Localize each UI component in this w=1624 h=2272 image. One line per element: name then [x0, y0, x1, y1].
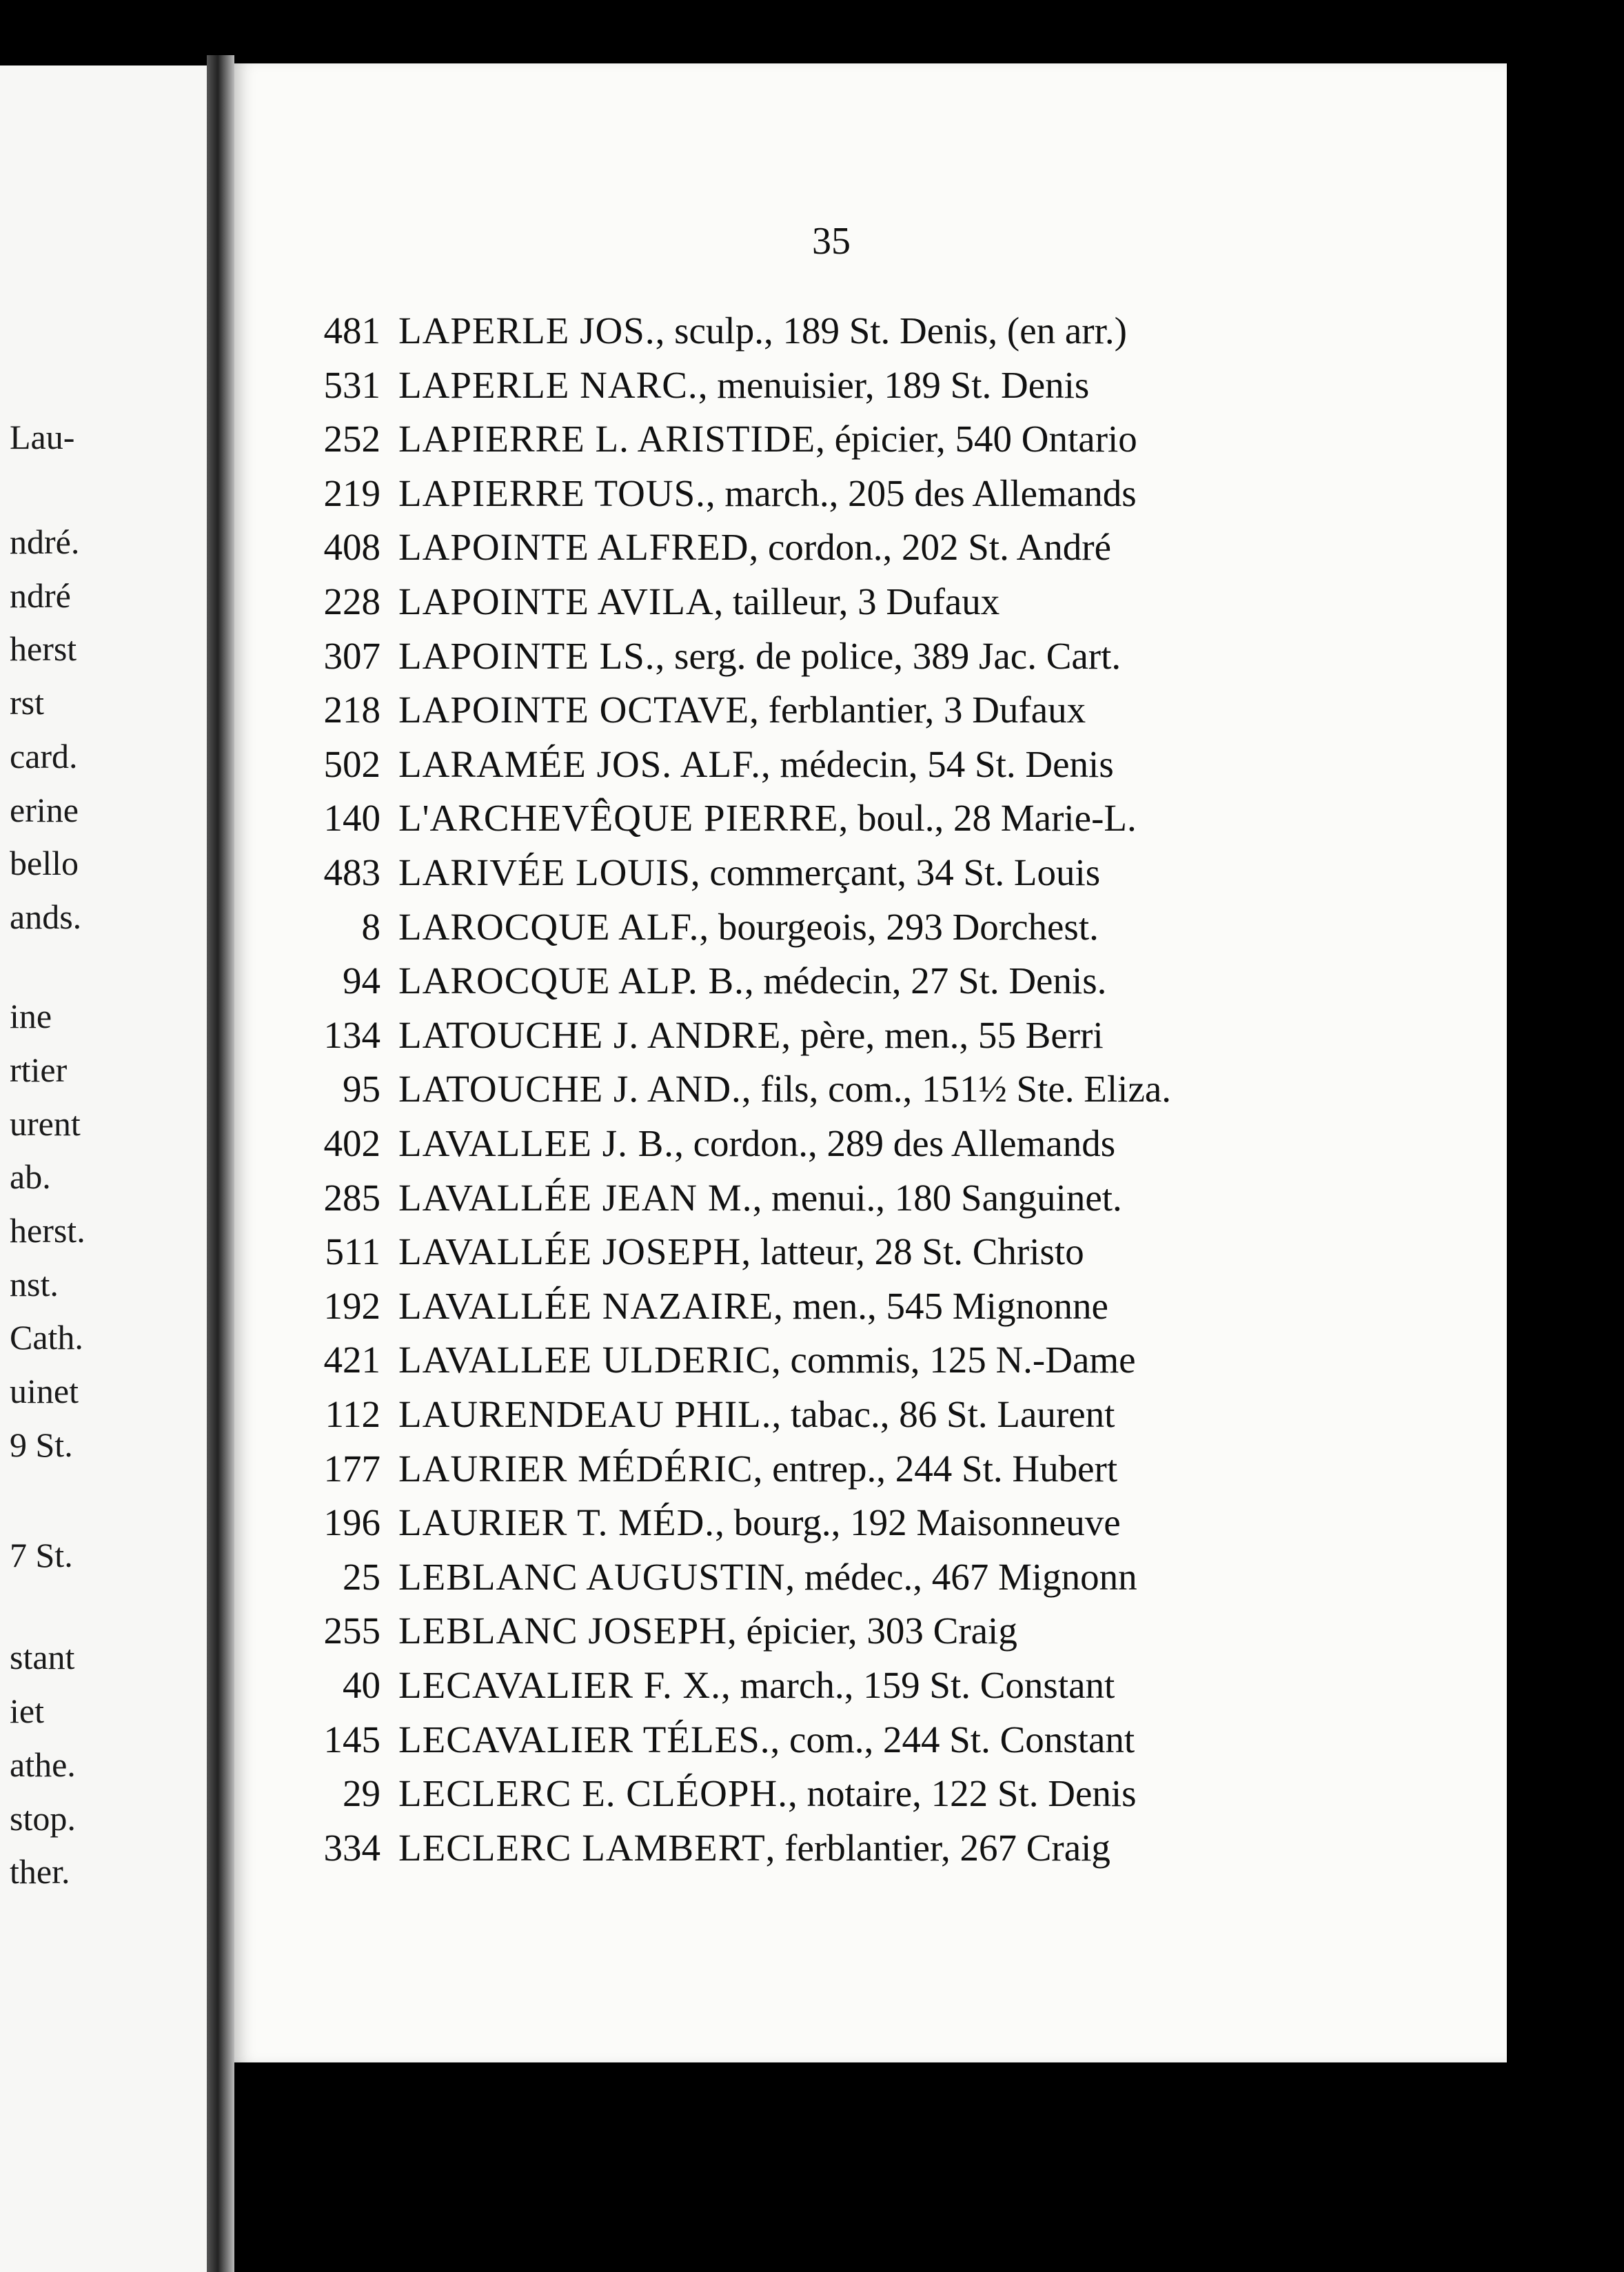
entry-details: , march., 159 St. Constant: [720, 1664, 1115, 1706]
entry-details: , menui., 180 Sanguinet.: [752, 1177, 1122, 1219]
left-page-fragment: stop.: [10, 1799, 76, 1838]
left-page-fragment: ine: [10, 997, 52, 1035]
entry-name: LAPOINTE AVILA: [398, 580, 714, 622]
entry-details: , notaire, 122 St. Denis: [787, 1772, 1137, 1814]
left-page-fragment: rst: [10, 683, 44, 722]
left-page-fragment: card.: [10, 737, 78, 775]
entry-number: 112: [325, 1393, 380, 1435]
entry-number: 252: [323, 418, 380, 460]
left-page-fragment: ndré.: [10, 523, 80, 561]
directory-entry: [276, 851, 1100, 904]
entry-name: LAURENDEAU PHIL.: [398, 1393, 772, 1435]
left-page-fragment: ther.: [10, 1852, 70, 1891]
entry-number: 531: [323, 364, 380, 406]
directory-entry: [276, 1176, 1122, 1230]
entry-name: LAVALLÉE JEAN M.: [398, 1177, 753, 1219]
entry-number: 307: [323, 635, 380, 677]
entry-details: , père, men., 55 Berri: [781, 1014, 1104, 1056]
entry-details: , bourg., 192 Maisonneuve: [715, 1501, 1121, 1543]
entry-number: 145: [323, 1718, 380, 1761]
entry-number: 421: [323, 1339, 380, 1381]
entry-number: 402: [323, 1122, 380, 1164]
entry-number: 219: [323, 472, 380, 514]
entry-number: 481: [323, 310, 380, 352]
entry-number: 196: [323, 1501, 380, 1543]
entry-details: , menuisier, 189 St. Denis: [698, 364, 1090, 406]
directory-entry: [276, 1067, 1171, 1121]
left-page-fragment: urent: [10, 1104, 81, 1143]
entry-number: 502: [323, 743, 380, 785]
entry-name: LAPIERRE L. ARISTIDE: [398, 418, 816, 460]
entry-name: LAVALLEE J. B.: [398, 1122, 675, 1164]
left-page-fragment: athe.: [10, 1745, 76, 1784]
directory-entry: [276, 309, 1127, 363]
entry-name: LEBLANC JOSEPH: [398, 1610, 727, 1652]
entry-number: 192: [323, 1285, 380, 1327]
entry-details: , bourgeois, 293 Dorchest.: [699, 906, 1099, 948]
directory-entry: [276, 905, 1099, 959]
entry-details: , épicier, 303 Craig: [727, 1610, 1017, 1652]
left-page-fragment: rtier: [10, 1051, 68, 1089]
directory-entry: [276, 580, 999, 633]
entry-details: , épicier, 540 Ontario: [815, 418, 1137, 460]
entry-details: , commerçant, 34 St. Louis: [690, 851, 1101, 893]
entry-number: 177: [323, 1448, 380, 1490]
entry-details: , entrep., 244 St. Hubert: [753, 1448, 1118, 1490]
entry-number: 285: [323, 1177, 380, 1219]
entry-name: LAROCQUE ALP. B.: [398, 960, 744, 1002]
directory-entry: [276, 1122, 1115, 1175]
directory-entry: [276, 1826, 1110, 1880]
entry-number: 94: [343, 960, 380, 1002]
entry-details: , tabac., 86 St. Laurent: [771, 1393, 1115, 1435]
left-page-fragment: Cath.: [10, 1318, 83, 1357]
entry-details: , fils, com., 151½ Ste. Eliza.: [741, 1068, 1172, 1110]
entry-number: 334: [323, 1827, 380, 1869]
directory-entry: [276, 634, 1121, 688]
directory-entry: [276, 1230, 1084, 1284]
entry-name: LAURIER T. MÉD.: [398, 1501, 715, 1543]
entry-number: 40: [343, 1664, 380, 1706]
directory-entry: [276, 1392, 1115, 1446]
entry-number: 95: [343, 1068, 380, 1110]
entry-number: 134: [323, 1014, 380, 1056]
directory-entry: [276, 1555, 1137, 1609]
entry-name: LAPOINTE ALFRED: [398, 526, 749, 568]
entry-number: 483: [323, 851, 380, 893]
entry-name: LECAVALIER TÉLES.: [398, 1718, 771, 1761]
directory-entry: [276, 959, 1106, 1013]
left-page-fragment: ab.: [10, 1157, 51, 1196]
directory-entry: [276, 471, 1137, 525]
entry-name: L'ARCHEVÊQUE PIERRE: [398, 797, 839, 839]
entry-details: , commis, 125 N.-Dame: [771, 1339, 1136, 1381]
entry-name: LAVALLEE ULDERIC: [398, 1339, 772, 1381]
entry-name: LECLERC E. CLÉOPH.: [398, 1772, 788, 1814]
entry-details: , cordon., 202 St. André: [749, 526, 1111, 568]
entry-name: LAPOINTE OCTAVE: [398, 689, 750, 731]
left-page-fragment: stant: [10, 1638, 75, 1676]
entry-name: LAPERLE JOS.: [398, 310, 656, 352]
left-page-fragment: iet: [10, 1692, 44, 1730]
entry-details: , sculp., 189 St. Denis, (en arr.): [655, 310, 1127, 352]
entry-number: 8: [361, 906, 380, 948]
left-page-fragment: erine: [10, 791, 79, 829]
left-page-fragment: bello: [10, 844, 79, 882]
directory-entry: [276, 742, 1114, 796]
entry-details: , médecin, 27 St. Denis.: [744, 960, 1107, 1002]
left-page-fragment: nst.: [10, 1265, 59, 1304]
entry-number: 408: [323, 526, 380, 568]
entry-details: , latteur, 28 St. Christo: [741, 1230, 1084, 1272]
entry-details: , tailleur, 3 Dufaux: [713, 580, 1000, 622]
entry-name: LEBLANC AUGUSTIN: [398, 1556, 786, 1598]
entry-number: 140: [323, 797, 380, 839]
directory-entry: [276, 1013, 1104, 1067]
book-gutter: [207, 55, 234, 2272]
left-page-fragment: herst: [10, 629, 77, 668]
entry-name: LECLERC LAMBERT: [398, 1827, 766, 1869]
entry-name: LAPIERRE TOUS.: [398, 472, 706, 514]
directory-entry: [276, 1338, 1136, 1392]
entry-name: LAROCQUE ALF.: [398, 906, 700, 948]
directory-entry: [276, 417, 1137, 471]
directory-entry: [276, 688, 1086, 742]
entry-name: LAURIER MÉDÉRIC: [398, 1448, 753, 1490]
left-page-fragment: 9 St.: [10, 1426, 73, 1464]
entry-name: LAPOINTE LS.: [398, 635, 656, 677]
entry-name: LARAMÉE JOS. ALF.: [398, 743, 761, 785]
entry-details: , ferblantier, 267 Craig: [765, 1827, 1110, 1869]
directory-entry: [276, 1609, 1017, 1663]
left-page-fragment: 7 St.: [10, 1536, 73, 1574]
entry-name: LECAVALIER F. X.: [398, 1664, 721, 1706]
directory-entry: [276, 1284, 1108, 1338]
entry-details: , march., 205 des Allemands: [705, 472, 1137, 514]
left-page-fragment: herst.: [10, 1211, 85, 1250]
entry-name: LATOUCHE J. ANDRE: [398, 1014, 782, 1056]
entry-name: LAVALLÉE NAZAIRE: [398, 1285, 774, 1327]
entry-name: LATOUCHE J. AND.: [398, 1068, 742, 1110]
entry-details: , boul., 28 Marie-L.: [838, 797, 1137, 839]
entry-number: 25: [343, 1556, 380, 1598]
entry-details: , médecin, 54 St. Denis: [761, 743, 1114, 785]
left-page-fragment: uinet: [10, 1372, 79, 1410]
page-number: 35: [812, 220, 851, 263]
left-page-edge: [0, 65, 207, 2272]
entry-number: 255: [323, 1610, 380, 1652]
entry-name: LARIVÉE LOUIS: [398, 851, 691, 893]
directory-entry: [276, 1718, 1135, 1772]
left-page-fragment: Lau-: [10, 418, 75, 456]
directory-entry: [276, 796, 1137, 850]
left-page-fragment: ndré: [10, 576, 71, 615]
entry-details: , com., 244 St. Constant: [770, 1718, 1135, 1761]
directory-entry: [276, 1447, 1117, 1501]
entry-details: , serg. de police, 389 Jac. Cart.: [655, 635, 1121, 677]
entry-details: , men., 545 Mignonne: [773, 1285, 1108, 1327]
entry-name: LAPERLE NARC.: [398, 364, 698, 406]
directory-entry: [276, 525, 1111, 579]
entry-name: LAVALLÉE JOSEPH: [398, 1230, 742, 1272]
entry-number: 511: [325, 1230, 380, 1272]
entry-details: , ferblantier, 3 Dufaux: [749, 689, 1086, 731]
entry-details: , cordon., 289 des Allemands: [674, 1122, 1116, 1164]
entry-number: 228: [323, 580, 380, 622]
entry-number: 29: [343, 1772, 380, 1814]
directory-entry: [276, 363, 1089, 417]
entry-details: , médec., 467 Mignonn: [785, 1556, 1137, 1598]
entry-number: 218: [323, 689, 380, 731]
directory-entry: [276, 1772, 1137, 1825]
directory-entry: [276, 1501, 1121, 1554]
left-page-fragment: ands.: [10, 897, 82, 936]
directory-entry: [276, 1663, 1115, 1717]
